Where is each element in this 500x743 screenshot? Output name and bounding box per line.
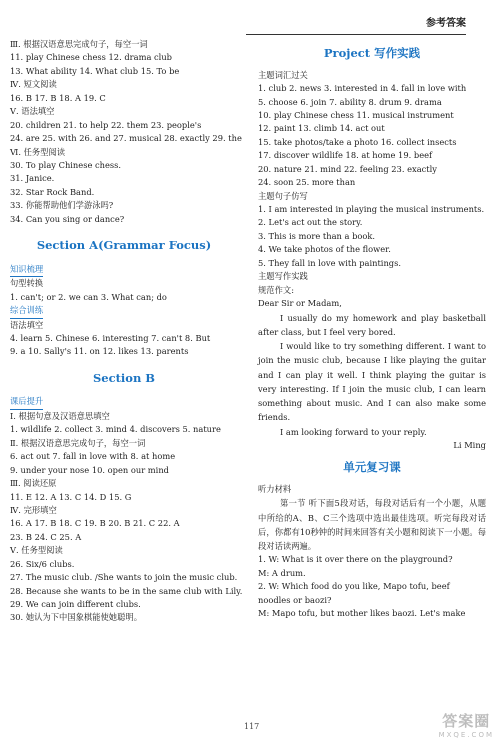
paragraph: I would like to try something different. I want to join the music club, because I like playing the guitar and I can play it well. I think playing the guitar is very interesting. If I join the music club, I can learn something about music. And I can also make some friends. [258, 341, 486, 423]
answer-line: Ⅴ. 任务型阅读 [10, 545, 63, 556]
answer-line: 28. Because she wants to be in the same club with Lily. [10, 585, 243, 596]
paragraph: I am looking forward to your reply. [280, 426, 427, 437]
answer-line: Ⅳ. 完形填空 [10, 504, 57, 515]
answer-line: 1. W: What is it over there on the playground? [258, 554, 453, 565]
header-title: 参考答案 [426, 18, 466, 29]
answer-line: 26. Six/6 clubs. [10, 558, 75, 569]
section-heading: Section A(Grammar Focus) [36, 238, 212, 253]
answer-line: Ⅱ. 根据汉语意思完成句子，每空一词 [10, 437, 146, 448]
answer-line: 1. can't; or 2. we can 3. What can; do [10, 291, 167, 302]
section-heading: 单元复习课 [343, 460, 401, 475]
answer-line: 11. play Chinese chess 12. drama club [10, 52, 172, 63]
answer-line: 2. Let's act out the story. [258, 217, 363, 228]
answer-line: 10. play Chinese chess 11. musical instrument [258, 109, 454, 120]
watermark-line1: 答案圈 [442, 712, 491, 730]
answer-line: 11. E 12. A 13. C 14. D 15. G [10, 491, 132, 502]
right-column [258, 38, 486, 621]
answer-line: 33. 你能帮助他们学游泳吗? [10, 200, 114, 211]
answer-line: 1. club 2. news 3. interested in 4. fall in love with [258, 83, 467, 94]
answer-line: 27. The music club. /She wants to join the music club. [10, 572, 238, 583]
answer-line: 34. Can you sing or dance? [10, 213, 125, 224]
answer-line: M: A drum. [258, 567, 306, 578]
answer-line: 主题句子仿写 [258, 190, 308, 201]
answer-line: 30. 她认为下中国象棋能使她聪明。 [10, 612, 142, 623]
answer-line: 13. What ability 14. What club 15. To be [10, 65, 180, 76]
answer-line: 5. choose 6. join 7. ability 8. drum 9. drama [258, 96, 442, 107]
subsection-badge [10, 395, 238, 409]
answer-line: Ⅳ. 短文阅读 [10, 79, 57, 90]
answer-line: 4. We take photos of the flower. [258, 244, 391, 255]
answer-line: Ⅵ. 任务型阅读 [10, 146, 66, 157]
answer-line: noodles or baozi? [258, 594, 332, 605]
answer-line: 3. This is more than a book. [258, 230, 376, 241]
answer-line: Dear Sir or Madam, [258, 298, 342, 309]
answer-line: 4. learn 5. Chinese 6. interesting 7. can't 8. But [10, 332, 211, 343]
watermark-line2: MXQE.COM [438, 731, 494, 739]
answer-line: 29. We can join different clubs. [10, 599, 141, 609]
left-column [10, 38, 243, 625]
page-header [0, 6, 500, 36]
answer-line: 1. I am interested in playing the musical instruments. [258, 204, 485, 214]
answer-line: 15. take photos/take a photo 16. collect insects [258, 136, 457, 147]
subsection-badge [10, 304, 238, 318]
answer-line: 20. children 21. to help 22. them 23. people's [10, 119, 202, 130]
answer-line: 32. Star Rock Band. [10, 186, 95, 197]
answer-line: 24. soon 25. more than [258, 177, 356, 188]
watermark-logo [439, 710, 494, 739]
badge-label: 课后提升 [10, 395, 43, 409]
answer-line: 语法填空 [10, 319, 44, 330]
answer-line: 16. B 17. B 18. A 19. C [10, 92, 106, 103]
page-number: 117 [244, 722, 260, 731]
answer-line: 主题词汇过关 [258, 69, 308, 80]
answer-line: Ⅲ. 根据汉语意思完成句子，每空一词 [10, 39, 148, 49]
paragraph: I usually do my homework and play basketball after class, but I feel very bored. [258, 312, 486, 337]
answer-line: Ⅴ. 语法填空 [10, 106, 55, 117]
answer-line: 句型转换 [10, 278, 44, 289]
signature: Li Ming [453, 439, 486, 450]
subsection-badge [10, 263, 238, 277]
answer-line: Ⅰ. 根据句意及汉语意思填空 [10, 410, 110, 421]
answer-line: 9. under your nose 10. open our mind [10, 464, 169, 475]
answer-line: 12. paint 13. climb 14. act out [258, 123, 385, 134]
answer-line: 9. a 10. Sally's 11. on 12. likes 13. parents [10, 346, 189, 357]
answer-line: 20. nature 21. mind 22. feeling 23. exactly [258, 163, 437, 174]
answer-line: 2. W: Which food do you like, Mapo tofu, beef [258, 581, 450, 592]
answer-line: 16. A 17. B 18. C 19. B 20. B 21. C 22. A [10, 518, 180, 529]
answer-line: M: Mapo tofu, but mother likes baozi. Let's make [258, 608, 466, 619]
answer-line: 17. discover wildlife 18. at home 19. beef [258, 150, 433, 161]
answer-line: Ⅲ. 阅读还原 [10, 478, 57, 489]
answer-line: 31. Janice. [10, 173, 55, 184]
paragraph: 第一节 听下面5段对话，每段对话后有一个小题，从题中所给的A、B、C三个选项中选出最佳选项。听完每段对话后，你都有10秒钟的时间来回答有关小题和阅读下一小题。每段对话读两遍。 [258, 498, 486, 552]
section-heading: Section B [92, 370, 156, 385]
answer-line: 5. They fall in love with paintings. [258, 257, 402, 268]
section-heading: Project 写作实践 [323, 46, 421, 60]
answer-line: 23. B 24. C 25. A [10, 531, 82, 542]
header-rule [246, 34, 466, 35]
answer-line: 主题写作实践 [258, 271, 308, 282]
badge-label: 综合训练 [10, 304, 43, 318]
badge-label: 知识梳理 [10, 263, 43, 277]
answer-line: 30. To play Chinese chess. [10, 159, 122, 170]
answer-line: 24. are 25. with 26. and 27. musical 28. exactly 29. the [10, 133, 242, 144]
answer-line: 规范作文: [258, 284, 294, 295]
answer-line: 6. act out 7. fall in love with 8. at home [10, 451, 176, 462]
answer-line: 1. wildlife 2. collect 3. mind 4. discovers 5. nature [10, 424, 221, 435]
answer-line: 听力材料 [258, 483, 292, 494]
